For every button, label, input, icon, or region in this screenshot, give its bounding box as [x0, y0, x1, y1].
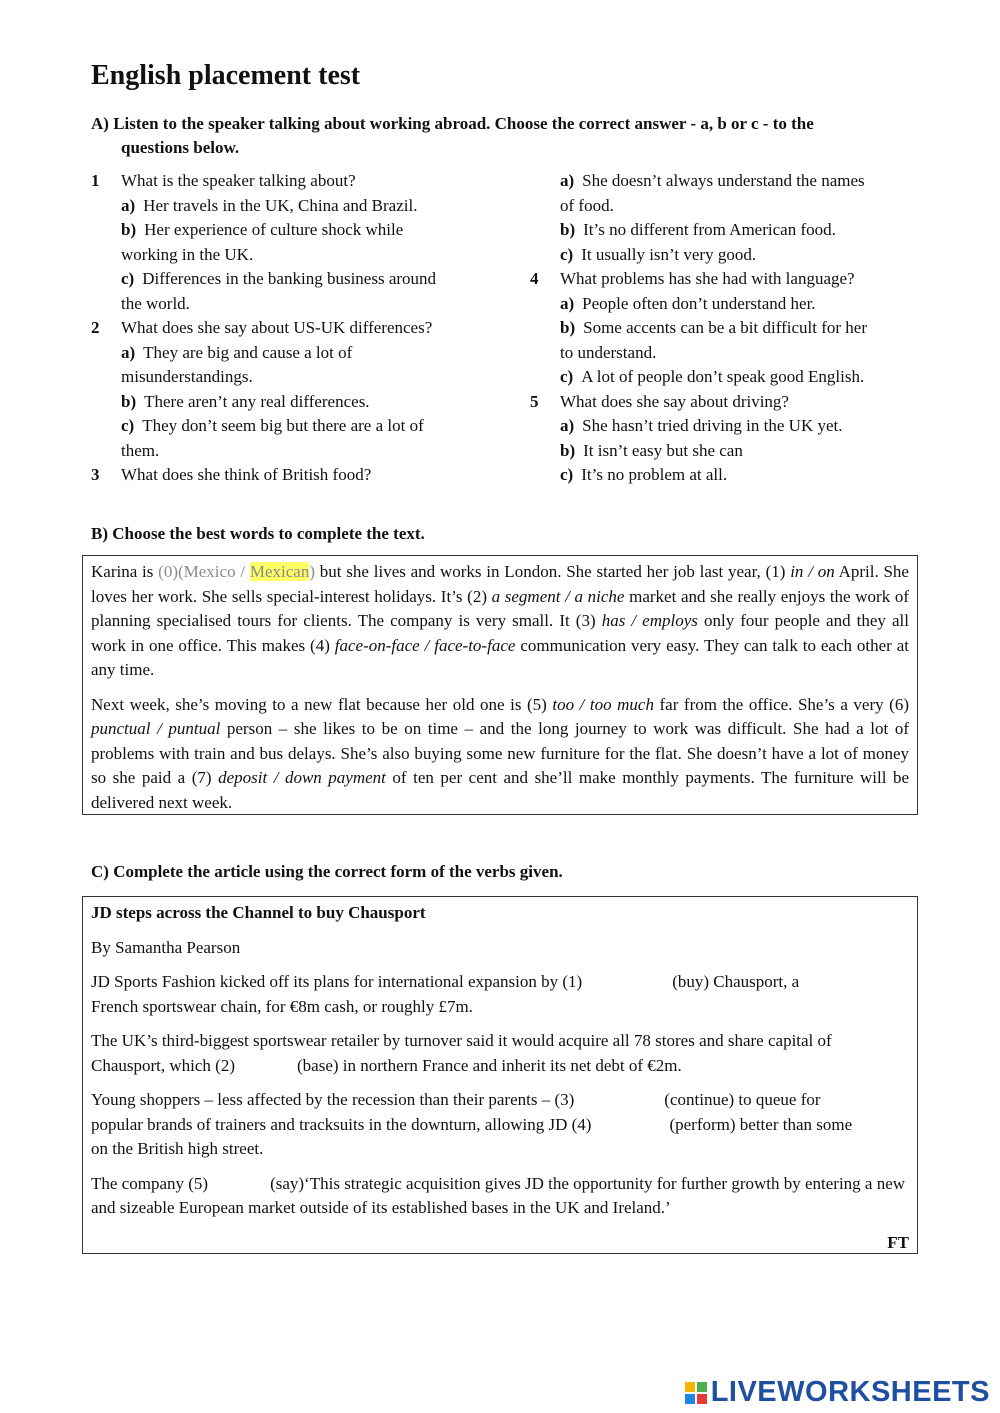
option-letter: a) — [560, 293, 575, 313]
text-run: popular brands of trainers and tracksuits in the downturn, allowing JD (4) — [91, 1114, 592, 1134]
article-paragraph-2 — [91, 1029, 909, 1078]
text-run: communication very easy. They can talk to each other at any time. — [91, 635, 909, 679]
q1-option-c-cont: the world. — [121, 293, 190, 313]
option-text: Her travels in the UK, China and Brazil. — [143, 195, 418, 215]
article-byline: By Samantha Pearson — [91, 937, 241, 957]
q2-option-c-cont: them. — [121, 440, 160, 460]
option-text: A lot of people don’t speak good English. — [581, 367, 865, 386]
questions-right-column — [530, 169, 905, 488]
text-run: on the British high street. — [91, 1139, 264, 1158]
question-4 — [530, 267, 905, 292]
q4-option-b-cont: to understand. — [560, 342, 657, 362]
option-text: It’s no different from American food. — [583, 220, 836, 239]
q4-option-a[interactable] — [530, 292, 905, 317]
q2-option-c[interactable] — [91, 414, 486, 439]
q3-option-a-cont: of food. — [560, 195, 614, 215]
option-letter: a) — [560, 171, 575, 190]
text-run: Young shoppers – less affected by the recession than their parents – (3) — [91, 1090, 575, 1109]
option-letter: b) — [560, 220, 576, 239]
option-letter: a) — [560, 416, 575, 435]
question-5 — [530, 390, 905, 415]
text-run: French sportswear chain, for €8m cash, or roughly £7m. — [91, 996, 473, 1016]
option-text: It usually isn’t very good. — [581, 244, 757, 264]
option-letter: c) — [121, 416, 135, 435]
article-paragraph-4 — [91, 1172, 909, 1221]
question-number: 4 — [530, 269, 539, 288]
questions-left-column — [91, 169, 486, 488]
q1-option-a[interactable] — [91, 194, 486, 219]
q5-option-b[interactable] — [530, 439, 905, 464]
q1-option-b[interactable] — [91, 218, 486, 243]
section-b-paragraph-1 — [91, 560, 909, 683]
question-text: What problems has she had with language? — [560, 269, 855, 288]
question-number: 3 — [91, 465, 100, 484]
option-text: She hasn’t tried driving in the UK yet. — [582, 416, 843, 435]
text-run: only four people and they all work in one office. This makes (4) — [91, 611, 910, 655]
option-letter: b) — [121, 391, 137, 411]
example-choices: (0)(Mexico / — [158, 562, 250, 581]
option-text: They are big and cause a lot of — [143, 342, 353, 362]
q1-option-c[interactable] — [91, 267, 486, 292]
text-run: The company (5) — [91, 1173, 209, 1193]
choice-2[interactable]: a segment / a niche — [491, 586, 625, 606]
question-2 — [91, 316, 486, 341]
liveworksheets-logo[interactable] — [685, 1376, 990, 1409]
text-run: April. She loves her work. She sells special-interest holidays. It’s (2) — [91, 562, 909, 606]
example-close: ) — [309, 562, 316, 581]
option-letter: a) — [121, 342, 136, 362]
choice-3[interactable]: has / employs — [601, 611, 698, 630]
option-letter: c) — [560, 367, 574, 386]
choice-4[interactable]: face-on-face / face-to-face — [334, 635, 516, 655]
text-run: of ten per cent and she’ll make monthly payments. The furniture will be delivered next week. — [91, 768, 909, 812]
section-c-article-box — [82, 896, 918, 1254]
option-text: It’s no problem at all. — [581, 465, 728, 484]
option-text: Differences in the banking business around — [142, 269, 437, 288]
question-text: What does she say about US-UK differences? — [121, 318, 433, 337]
logo-text: LIVEWORKSHEETS — [710, 1376, 990, 1408]
choice-7[interactable]: deposit / down payment — [218, 768, 386, 787]
article-source: FT — [887, 1232, 909, 1252]
choice-6[interactable]: punctual / puntual — [91, 719, 221, 738]
option-text: People often don’t understand her. — [582, 293, 816, 313]
q3-option-c[interactable] — [530, 243, 905, 268]
page-title: English placement test — [91, 60, 361, 91]
q5-option-c[interactable] — [530, 463, 905, 488]
section-b-heading: B) Choose the best words to complete the text. — [91, 524, 425, 543]
q2-option-a[interactable] — [91, 341, 486, 366]
article-paragraph-1 — [91, 970, 909, 1019]
question-number: 1 — [91, 171, 100, 190]
section-c-heading: C) Complete the article using the correct form of the verbs given. — [91, 862, 563, 881]
question-number: 5 — [530, 391, 539, 411]
q5-option-a[interactable] — [530, 414, 905, 439]
text-run: but she lives and works in London. She started her job last year, (1) — [315, 562, 791, 581]
question-text: What does she say about driving? — [560, 391, 789, 411]
text-run: The UK’s third-biggest sportswear retailer by turnover said it would acquire all 78 stores and share capital of Chausport, which (2) — [91, 1031, 832, 1075]
question-1 — [91, 169, 486, 194]
text-run: JD Sports Fashion kicked off its plans for international expansion by (1) — [91, 972, 583, 991]
text-run: person – she likes to be on time – and the long journey to work was difficult. She had a lot of problems with train and bus delays. She’s also buying some new furniture for the flat. She doesn’t have a lot of money so she paid a (7) — [91, 719, 909, 787]
option-text: They don’t seem big but there are a lot of — [142, 416, 424, 435]
option-text: It isn’t easy but she can — [583, 440, 743, 460]
option-text: Her experience of culture shock while — [144, 220, 404, 239]
text-run: Karina is — [91, 562, 159, 581]
option-letter: c) — [121, 269, 135, 288]
verb-hint-3: (continue) to queue for — [664, 1090, 821, 1109]
option-letter: c) — [560, 244, 574, 264]
text-run: Next week, she’s moving to a new flat because her old one is (5) — [91, 694, 553, 714]
q4-option-c[interactable] — [530, 365, 905, 390]
option-text: She doesn’t always understand the names — [582, 171, 865, 190]
q2-option-b[interactable] — [91, 390, 486, 415]
verb-hint-1: (buy) Chausport, a — [672, 972, 800, 991]
text-run: far from the office. She’s a very (6) — [653, 694, 909, 714]
q2-option-a-cont: misunderstandings. — [121, 367, 253, 386]
choice-1[interactable]: in / on — [790, 562, 835, 581]
q3-option-a[interactable] — [530, 169, 905, 194]
q3-option-b[interactable] — [530, 218, 905, 243]
q1-option-b-cont: working in the UK. — [121, 244, 254, 264]
verb-hint-4: (perform) better than some — [669, 1114, 853, 1134]
text-run: market and she really enjoys the work of planning specialised tours for clients. The company is very small. It (3) — [91, 586, 909, 630]
option-letter: b) — [560, 440, 576, 460]
question-number: 2 — [91, 318, 100, 337]
section-b-paragraph-2 — [91, 693, 909, 816]
option-letter: b) — [560, 318, 576, 337]
option-text: Some accents can be a bit difficult for her — [583, 318, 867, 337]
section-a-heading-line2: questions below. — [121, 138, 240, 157]
example-answer-highlight: Mexican — [249, 562, 310, 581]
q4-option-b[interactable] — [530, 316, 905, 341]
section-b-text-box — [82, 555, 918, 815]
section-a-heading-line1: A) Listen to the speaker talking about working abroad. Choose the correct answer - a, b or c - to the — [91, 114, 814, 133]
question-3 — [91, 463, 486, 488]
article-paragraph-3 — [91, 1088, 909, 1162]
question-text: What does she think of British food? — [121, 465, 372, 484]
section-a-heading — [91, 112, 814, 160]
option-letter: a) — [121, 195, 136, 215]
article-headline: JD steps across the Channel to buy Chausport — [91, 903, 426, 922]
verb-hint-2: (base) in northern France and inherit its net debt of €2m. — [297, 1055, 682, 1075]
choice-5[interactable]: too / too much — [552, 694, 654, 714]
logo-mark-icon — [685, 1382, 707, 1404]
option-letter: c) — [560, 465, 574, 484]
option-letter: b) — [121, 220, 137, 239]
verb-hint-5: (say)‘This strategic acquisition gives JD the opportunity for further growth by entering a new and sizeable European market outside of its established bases in the UK and Ireland.’ — [91, 1173, 906, 1217]
question-text: What is the speaker talking about? — [121, 171, 356, 190]
option-text: There aren’t any real differences. — [144, 391, 370, 411]
